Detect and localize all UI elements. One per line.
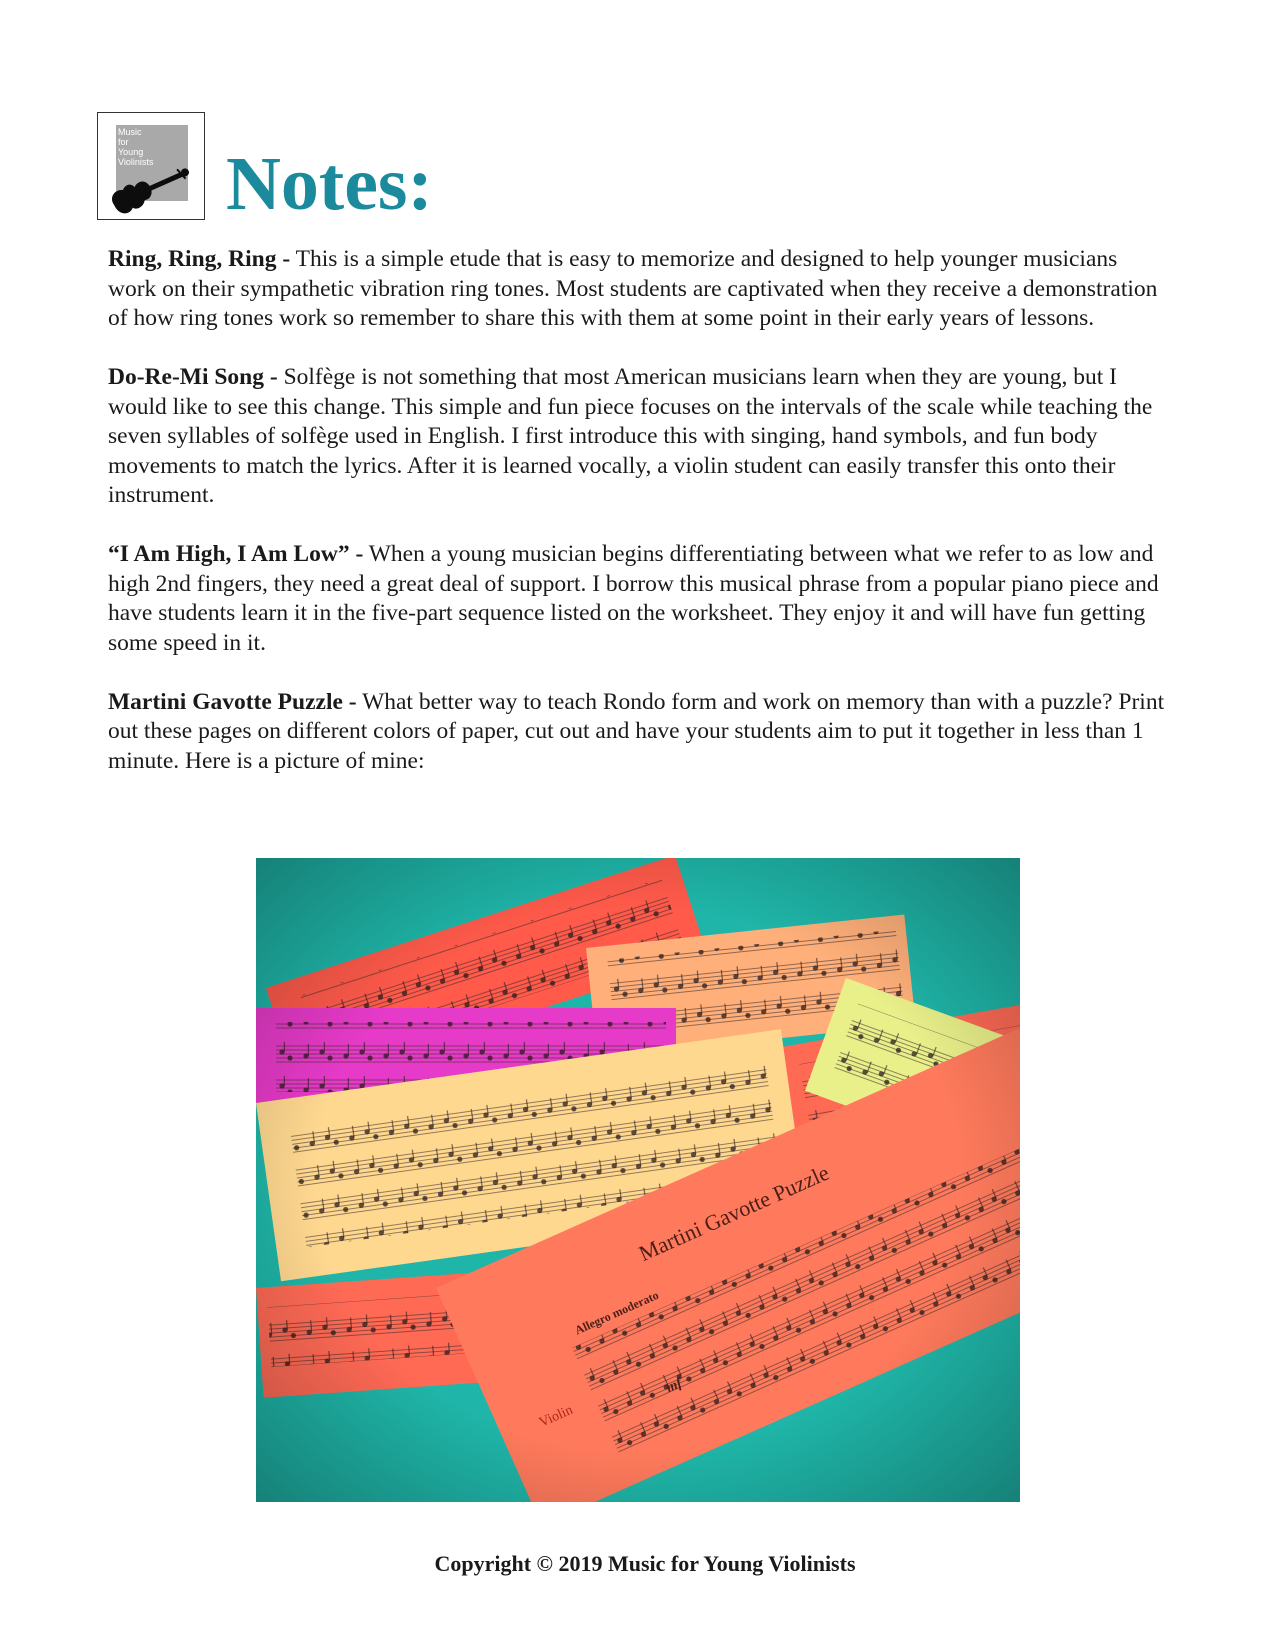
note-body: What better way to teach Rondo form and work on memory than with a puzzle? Print out these pages on different colors of paper, cut out and have your students aim to put it together in less than 1 minute. Here is a picture of mine: [108,688,1165,774]
note-heading: “I Am High, I Am Low” - [108,541,364,567]
logo-line: Young [118,147,144,157]
note-heading: Ring, Ring, Ring - [108,246,291,272]
violin-icon [106,165,198,215]
photo-vignette [256,858,1020,1502]
page-title: Notes: [226,142,433,226]
note-body: Solfège is not something that most American musicians learn when they are young, but I would like to see this change. This simple and fun piece focuses on the intervals of the scale while teaching the seven syllables of solfège used in English. I first introduce this with singing, hand symbols, and fun body movements to match the lyrics. After it is learned vocally, a violin student can easily transfer this onto their instrument. [108,364,1153,508]
note-paragraph [108,363,1168,511]
note-heading: Do-Re-Mi Song - [108,364,278,390]
note-paragraph [108,245,1168,334]
copyright-footer: Copyright © 2019 Music for Young Violinists [434,1551,856,1576]
note-paragraph [108,688,1168,777]
puzzle-photo [256,858,1020,1502]
logo-line: Music [118,127,142,137]
note-paragraph [108,540,1168,658]
note-body: This is a simple etude that is easy to memorize and designed to help younger musicians work on their sympathetic vibration ring tones. Most students are captivated when they receive a demonstration of how ring tones work so remember to share this with them at some point in their early years of lessons. [108,246,1158,331]
note-body: When a young musician begins differentiating between what we refer to as low and high 2nd fingers, they need a great deal of support. I borrow this musical phrase from a popular piano piece and have students learn it in the five-part sequence listed on the worksheet. They enjoy it and will have fun getting some speed in it. [108,541,1159,656]
puzzle-photo-scene [256,858,1020,1502]
logo-text [118,127,153,167]
note-heading: Martini Gavotte Puzzle - [108,688,357,715]
logo-line: Violinists [118,157,154,167]
notes-section [108,245,1168,806]
logo [97,112,205,220]
logo-line: for [118,137,129,147]
